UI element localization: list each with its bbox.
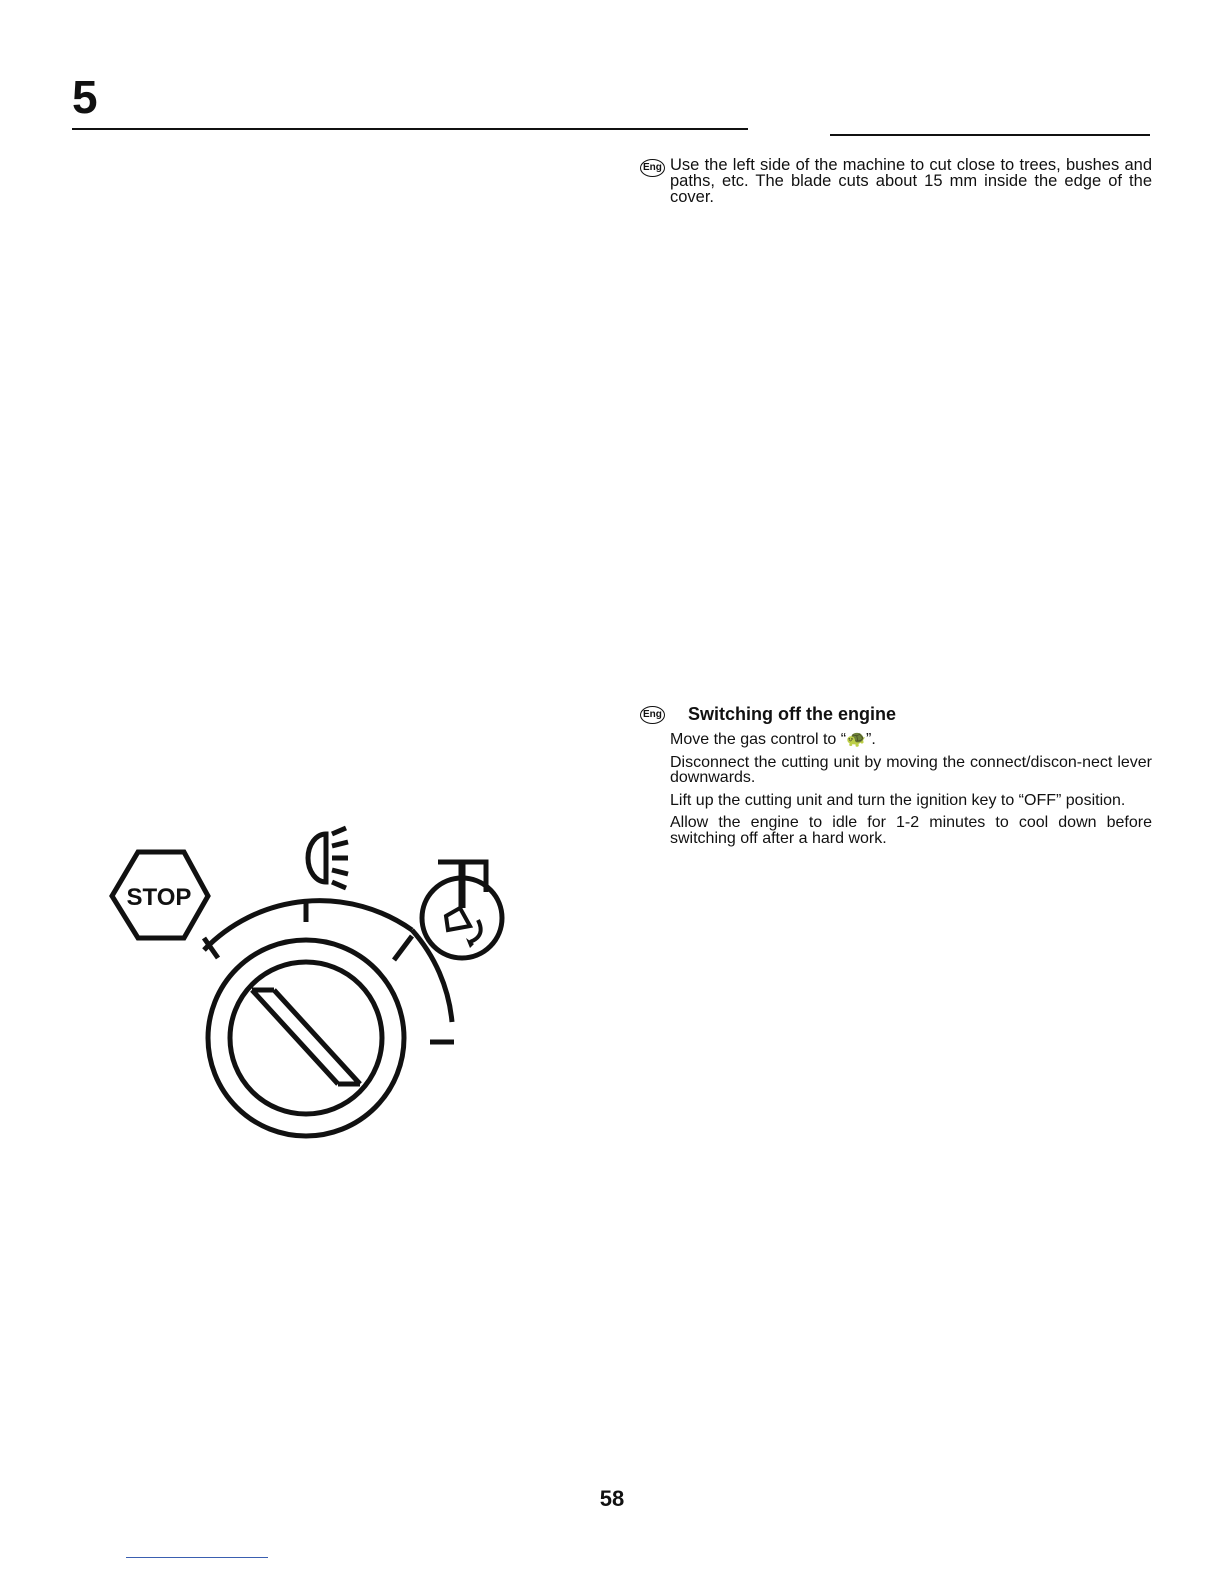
page-number: 58 bbox=[599, 1486, 625, 1511]
headlight-icon bbox=[308, 828, 348, 888]
ignition-switch-illustration bbox=[100, 812, 520, 1157]
instruction-ignition-off: Lift up the cutting unit and turn the ignition key to “OFF” position. bbox=[670, 791, 1126, 809]
header-rule-left bbox=[72, 128, 748, 130]
choke-icon bbox=[422, 862, 502, 958]
eng-language-badge: Eng bbox=[640, 706, 665, 724]
position-arc bbox=[204, 900, 454, 1042]
eng-language-badge: Eng bbox=[640, 159, 665, 177]
intro-text: Use the left side of the machine to cut close to trees, bushes and paths, etc. The blade cuts about 15 mm inside the edge of the cover. bbox=[670, 156, 1152, 206]
ignition-key-switch-icon bbox=[208, 940, 404, 1136]
header-rule-right bbox=[830, 134, 1150, 136]
instruction-gas-control: Move the gas control to “🐢”. bbox=[670, 731, 876, 748]
intro-block bbox=[640, 157, 1152, 205]
instruction-idle-cool-down: Allow the engine to idle for 1-2 minutes to cool down before switching off after a hard work. bbox=[670, 814, 1152, 847]
instruction-disconnect-cutting-unit: Disconnect the cutting unit by moving the connect/discon-nect lever downwards. bbox=[670, 753, 1152, 786]
footer-rule bbox=[126, 1557, 268, 1558]
switching-off-section bbox=[640, 703, 1152, 853]
stop-icon bbox=[112, 852, 208, 938]
stop-label: STOP bbox=[126, 884, 192, 911]
section-title: Switching off the engine bbox=[688, 704, 896, 724]
section-number: 5 bbox=[72, 71, 98, 123]
